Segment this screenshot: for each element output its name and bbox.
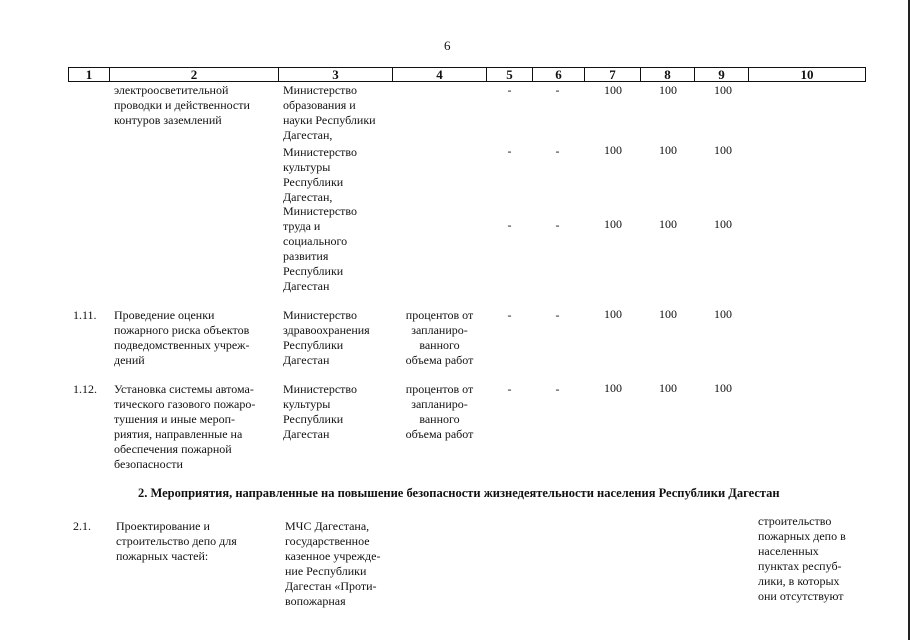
executor-line: Республики: [283, 175, 344, 189]
executor-line: науки Республики: [283, 113, 376, 127]
executor-line: Дагестан: [283, 427, 330, 441]
row-number: 1.11.: [73, 308, 97, 322]
cell-c5: -: [507, 83, 512, 97]
measure-text-1-11: [114, 308, 249, 368]
executor-line: вопожарная: [285, 594, 346, 608]
executor-line: Республики: [283, 412, 344, 426]
measure-line: Установка системы автома-: [114, 382, 254, 396]
header-col-4: 4: [436, 67, 443, 82]
measure-line: Проведение оценки: [114, 308, 215, 322]
executor-line: Министерство: [283, 83, 357, 97]
cell-c7: 100: [604, 143, 622, 157]
cell-c8: 100: [659, 381, 677, 395]
executor-culture: [283, 145, 357, 205]
unit-line: объема работ: [405, 427, 474, 441]
note-line: лики, в которых: [758, 574, 840, 588]
executor-line: Дагестан «Проти-: [285, 579, 377, 593]
cell-c9: 100: [714, 83, 732, 97]
measure-line: контуров заземлений: [114, 113, 222, 127]
cell-c8: 100: [659, 217, 677, 231]
executor-line: труда и: [283, 219, 321, 233]
executor-line: социального: [283, 234, 348, 248]
unit-line: ванного: [419, 338, 460, 352]
measure-line: риятия, направленные на: [114, 427, 243, 441]
executor-line: ние Республики: [285, 564, 367, 578]
executor-health: [283, 308, 370, 368]
cell-c7: 100: [604, 83, 622, 97]
note-col-10: [758, 514, 846, 604]
executor-line: развития: [283, 249, 329, 263]
executor-line: Министерство: [283, 204, 357, 218]
note-line: они отсутствуют: [758, 589, 844, 603]
measure-line: проводки и действенности: [114, 98, 250, 112]
row-number: 2.1.: [73, 519, 91, 533]
measure-line: тического газового пожаро-: [114, 397, 256, 411]
unit-line: запланиро-: [411, 323, 468, 337]
header-col-5: 5: [506, 67, 513, 82]
cell-c7: 100: [604, 307, 622, 321]
measure-line: подведомственных учреж-: [114, 338, 250, 352]
cell-c7: 100: [604, 217, 622, 231]
note-line: пожарных депо в: [758, 529, 846, 543]
cell-c9: 100: [714, 381, 732, 395]
measure-line: электроосветительной: [114, 83, 229, 97]
executor-line: здравоохранения: [283, 323, 370, 337]
cell-c9: 100: [714, 143, 732, 157]
executor-line: Министерство: [283, 145, 357, 159]
executor-line: Дагестан,: [283, 128, 333, 142]
row-number: 1.12.: [73, 382, 97, 396]
executor-line: культуры: [283, 397, 331, 411]
cell-c5: -: [507, 218, 512, 232]
note-line: населенных: [758, 544, 819, 558]
header-col-7: 7: [609, 67, 616, 82]
cell-c8: 100: [659, 83, 677, 97]
header-col-2: 2: [190, 67, 198, 82]
note-line: пунктах респуб-: [758, 559, 842, 573]
header-col-8: 8: [664, 67, 671, 82]
unit-line: объема работ: [405, 353, 474, 367]
header-col-6: 6: [555, 67, 562, 82]
executor-line: Министерство: [283, 308, 357, 322]
measure-text-cont: [114, 83, 250, 128]
measure-line: обеспечения пожарной: [114, 442, 232, 456]
cell-c9: 100: [714, 217, 732, 231]
cell-c5: -: [507, 382, 512, 396]
executor-line: Дагестан: [283, 279, 330, 293]
cell-c9: 100: [714, 307, 732, 321]
executor-line: Дагестан: [283, 353, 330, 367]
measure-line: пожарных частей:: [116, 549, 209, 563]
section-heading: 2. Мероприятия, направленные на повышение безопасности жизнедеятельности населения Республики Дагестан: [138, 486, 780, 500]
header-col-10: 10: [800, 67, 814, 82]
executor-education: [283, 83, 376, 143]
executor-line: Дагестан,: [283, 190, 333, 204]
executor-mchs: [285, 519, 380, 609]
executor-line: МЧС Дагестана,: [285, 519, 370, 533]
executor-labor: [283, 204, 357, 294]
measure-text-2-1: [116, 519, 237, 564]
header-divider: [865, 67, 866, 82]
header-col-1: 1: [85, 67, 93, 82]
unit-text: [393, 382, 486, 442]
executor-line: Министерство: [283, 382, 357, 396]
measure-line: дений: [114, 353, 145, 367]
measure-line: Проектирование и: [116, 519, 210, 533]
executor-line: Республики: [283, 338, 344, 352]
measure-line: тушения и иные мероп-: [114, 412, 236, 426]
header-col-3: 3: [332, 67, 339, 82]
cell-c6: -: [555, 83, 560, 97]
measure-text-1-12: [114, 382, 255, 472]
cell-c6: -: [555, 308, 560, 322]
unit-line: процентов от: [405, 308, 474, 322]
unit-line: ванного: [419, 412, 460, 426]
measure-line: строительство депо для: [116, 534, 237, 548]
note-line: строительство: [758, 514, 832, 528]
measure-line: пожарного риска объектов: [114, 323, 250, 337]
cell-c6: -: [555, 144, 560, 158]
cell-c6: -: [555, 382, 560, 396]
cell-c6: -: [555, 218, 560, 232]
unit-text: [393, 308, 486, 368]
executor-line: Республики: [283, 264, 344, 278]
unit-line: процентов от: [405, 382, 474, 396]
cell-c8: 100: [659, 143, 677, 157]
unit-line: запланиро-: [411, 397, 468, 411]
cell-c5: -: [507, 308, 512, 322]
cell-c7: 100: [604, 381, 622, 395]
executor-line: казенное учрежде-: [285, 549, 381, 563]
header-col-9: 9: [718, 67, 725, 82]
executor-culture-1-12: [283, 382, 357, 442]
executor-line: образования и: [283, 98, 356, 112]
cell-c5: -: [507, 144, 512, 158]
page-number: 6: [444, 38, 451, 53]
measure-line: безопасности: [114, 457, 183, 471]
executor-line: культуры: [283, 160, 331, 174]
executor-line: государственное: [285, 534, 370, 548]
cell-c8: 100: [659, 307, 677, 321]
